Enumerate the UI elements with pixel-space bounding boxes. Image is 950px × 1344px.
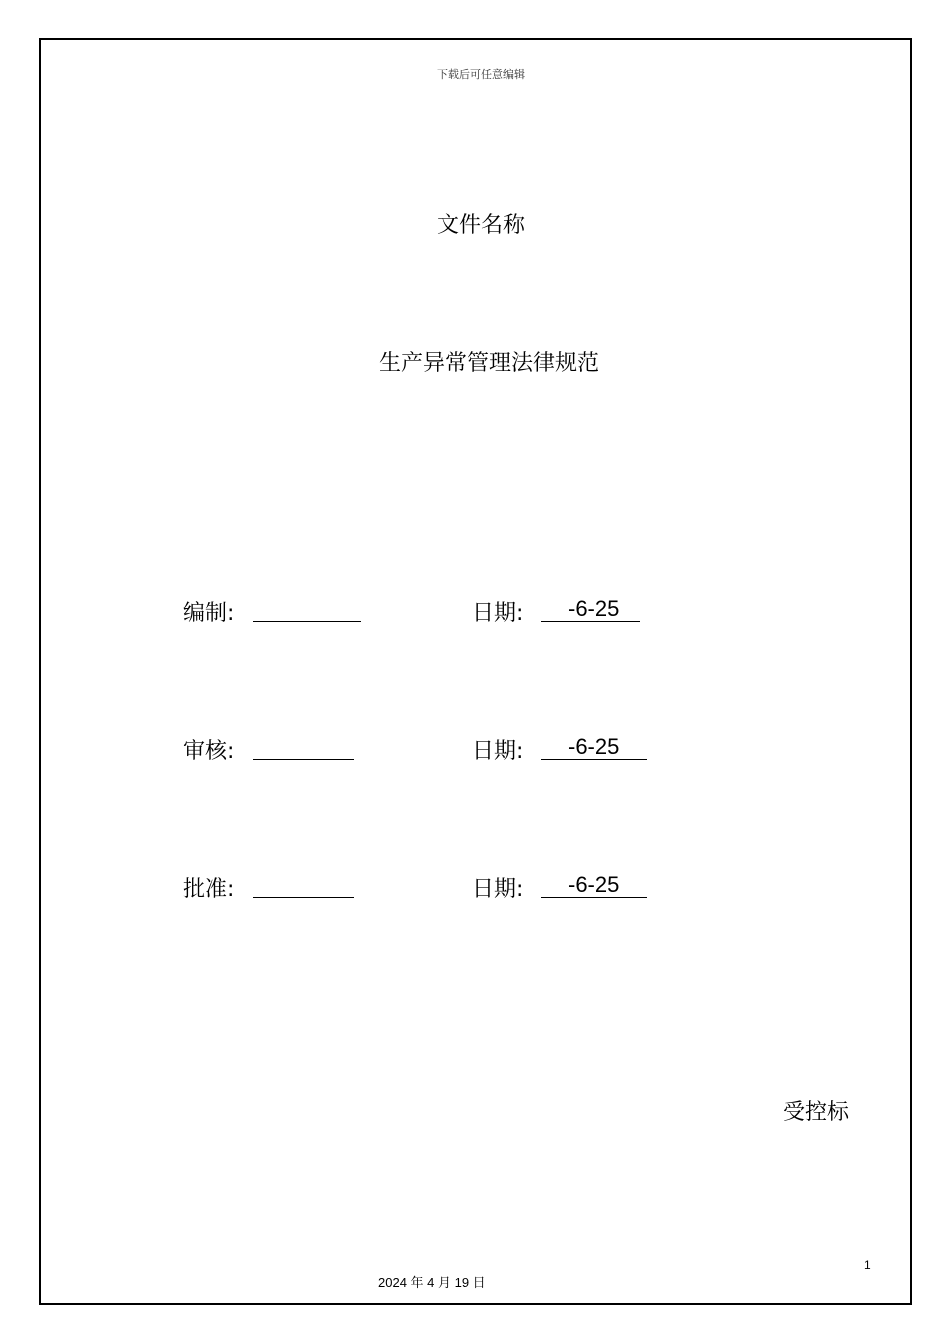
document-title: 生产异常管理法律规范 bbox=[378, 351, 599, 376]
reviewed-date-label: 日期: bbox=[472, 739, 524, 764]
signature-row-prepared bbox=[0, 596, 950, 630]
footer-date: 2024 年 4 月 19 日 bbox=[378, 1275, 486, 1290]
controlled-document-mark: 受控标 bbox=[783, 1100, 850, 1125]
approved-by-label: 批准: bbox=[183, 877, 235, 902]
page-number: 1 bbox=[864, 1258, 871, 1272]
approved-date-label: 日期: bbox=[472, 877, 524, 902]
prepared-date-value: -6-25 bbox=[541, 596, 640, 622]
signature-row-reviewed bbox=[0, 734, 950, 768]
prepared-by-label: 编制: bbox=[183, 601, 235, 626]
prepared-date-label: 日期: bbox=[472, 601, 524, 626]
approved-by-signature-line bbox=[253, 897, 354, 898]
document-name-label: 文件名称 bbox=[436, 213, 525, 238]
header-note: 下载后可任意编辑 bbox=[437, 68, 525, 81]
reviewed-by-label: 审核: bbox=[183, 739, 235, 764]
approved-date-value: -6-25 bbox=[541, 872, 647, 898]
reviewed-by-signature-line bbox=[253, 759, 354, 760]
reviewed-date-value: -6-25 bbox=[541, 734, 647, 760]
signature-row-approved bbox=[0, 872, 950, 906]
prepared-by-signature-line bbox=[253, 621, 361, 622]
